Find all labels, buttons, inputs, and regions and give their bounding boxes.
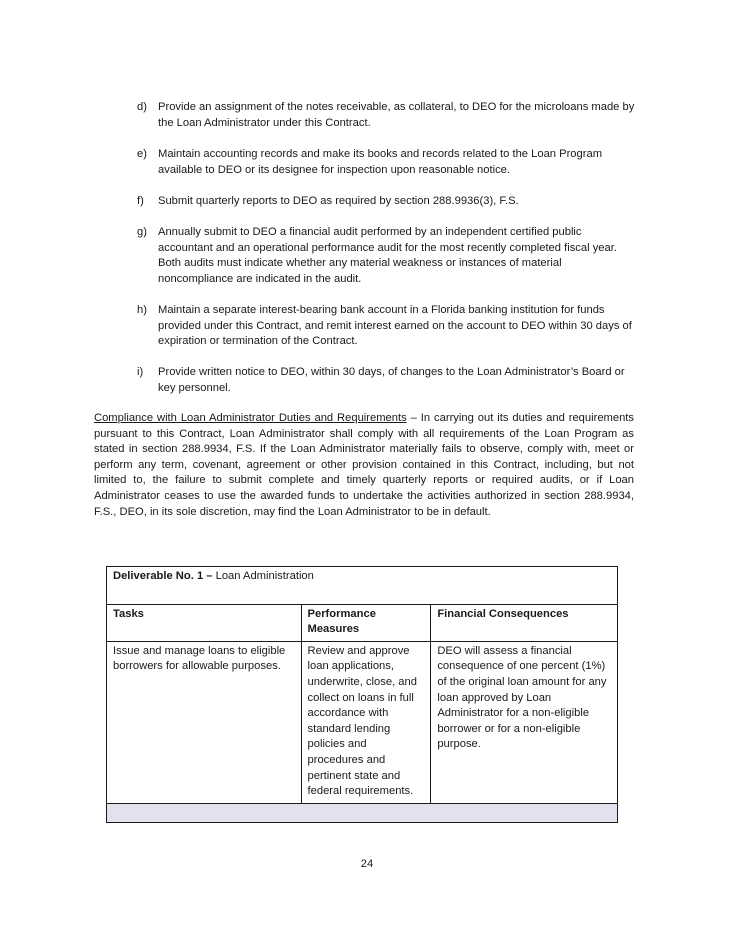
compliance-paragraph (94, 411, 634, 520)
cell-consequences: DEO will assess a financial consequence of one percent (1%) of the original loan amount for any loan approved by Loan Administrator for a non-eligible borrower or for a non-eligible purpose. (431, 641, 618, 803)
list-label: f) (137, 195, 144, 207)
list-label: g) (137, 226, 147, 238)
list-label: i) (137, 366, 144, 378)
list-item-i (137, 365, 637, 396)
header-row (107, 604, 618, 641)
deliverable-table (106, 566, 618, 823)
deliverable-title (107, 567, 618, 605)
table-footer-row (107, 803, 618, 822)
list-label: e) (137, 148, 147, 160)
list-text: Provide an assignment of the notes receivable, as collateral, to DEO for the microloans made by the Loan Administrator under this Contract. (158, 101, 635, 129)
list-item-f (137, 194, 637, 210)
deliverable-number: Deliverable No. 1 – (113, 570, 213, 582)
list-item-g (137, 225, 637, 287)
list-text: Maintain a separate interest-bearing bank account in a Florida banking institution for funds provided under this Contract, and remit interest earned on the account to DEO within 30 days of expiration or termination of the Contract. (158, 304, 632, 348)
header-tasks: Tasks (107, 604, 302, 641)
list-text: Maintain accounting records and make its books and records related to the Loan Program available to DEO or its designee for inspection upon reasonable notice. (158, 148, 603, 176)
page-number: 24 (360, 858, 374, 870)
compliance-heading: Compliance with Loan Administrator Duties and Requirements (94, 412, 407, 424)
header-performance-measures: Performance Measures (301, 604, 431, 641)
header-financial-consequences: Financial Consequences (431, 604, 618, 641)
deliverable-title-row (107, 567, 618, 605)
list-item-h (137, 303, 637, 350)
list-item-d (137, 100, 637, 131)
table-footer-cell (107, 803, 618, 822)
cell-measures: Review and approve loan applications, underwrite, close, and collect on loans in full accordance with standard lending policies and procedures and pertinent state and federal requirements. (301, 641, 431, 803)
table-row (107, 641, 618, 803)
list-text: Submit quarterly reports to DEO as required by section 288.9936(3), F.S. (158, 195, 519, 207)
list-label: h) (137, 304, 147, 316)
cell-tasks: Issue and manage loans to eligible borrowers for allowable purposes. (107, 641, 302, 803)
compliance-body: – In carrying out its duties and requirements pursuant to this Contract, Loan Administrator shall comply with all requirements of the Loan Program as stated in section 288.9934, F.S. If the Loan Administrator materially fails to observe, comply with, meet or perform any term, covenant, agreement or other provision contained in this Contract, including, but not limited to, the failure to submit complete and timely quarterly reports or required audits, or if Loan Administrator ceases to use the awarded funds to undertake the activities authorized in section 288.9934, F.S., DEO, in its sole discretion, may find the Loan Administrator to be in default. (94, 412, 635, 518)
deliverable-name: Loan Administration (212, 570, 314, 582)
list-text: Provide written notice to DEO, within 30 days, of changes to the Loan Administrator’s Board or key personnel. (158, 366, 625, 394)
list-item-e (137, 147, 637, 178)
list-text: Annually submit to DEO a financial audit performed by an independent certified public accountant and an operational performance audit for the most recently completed fiscal year. Both audits must indicate whether any material weakness or instances of material noncompliance are indicated in the audit. (158, 226, 617, 285)
list-label: d) (137, 101, 147, 113)
